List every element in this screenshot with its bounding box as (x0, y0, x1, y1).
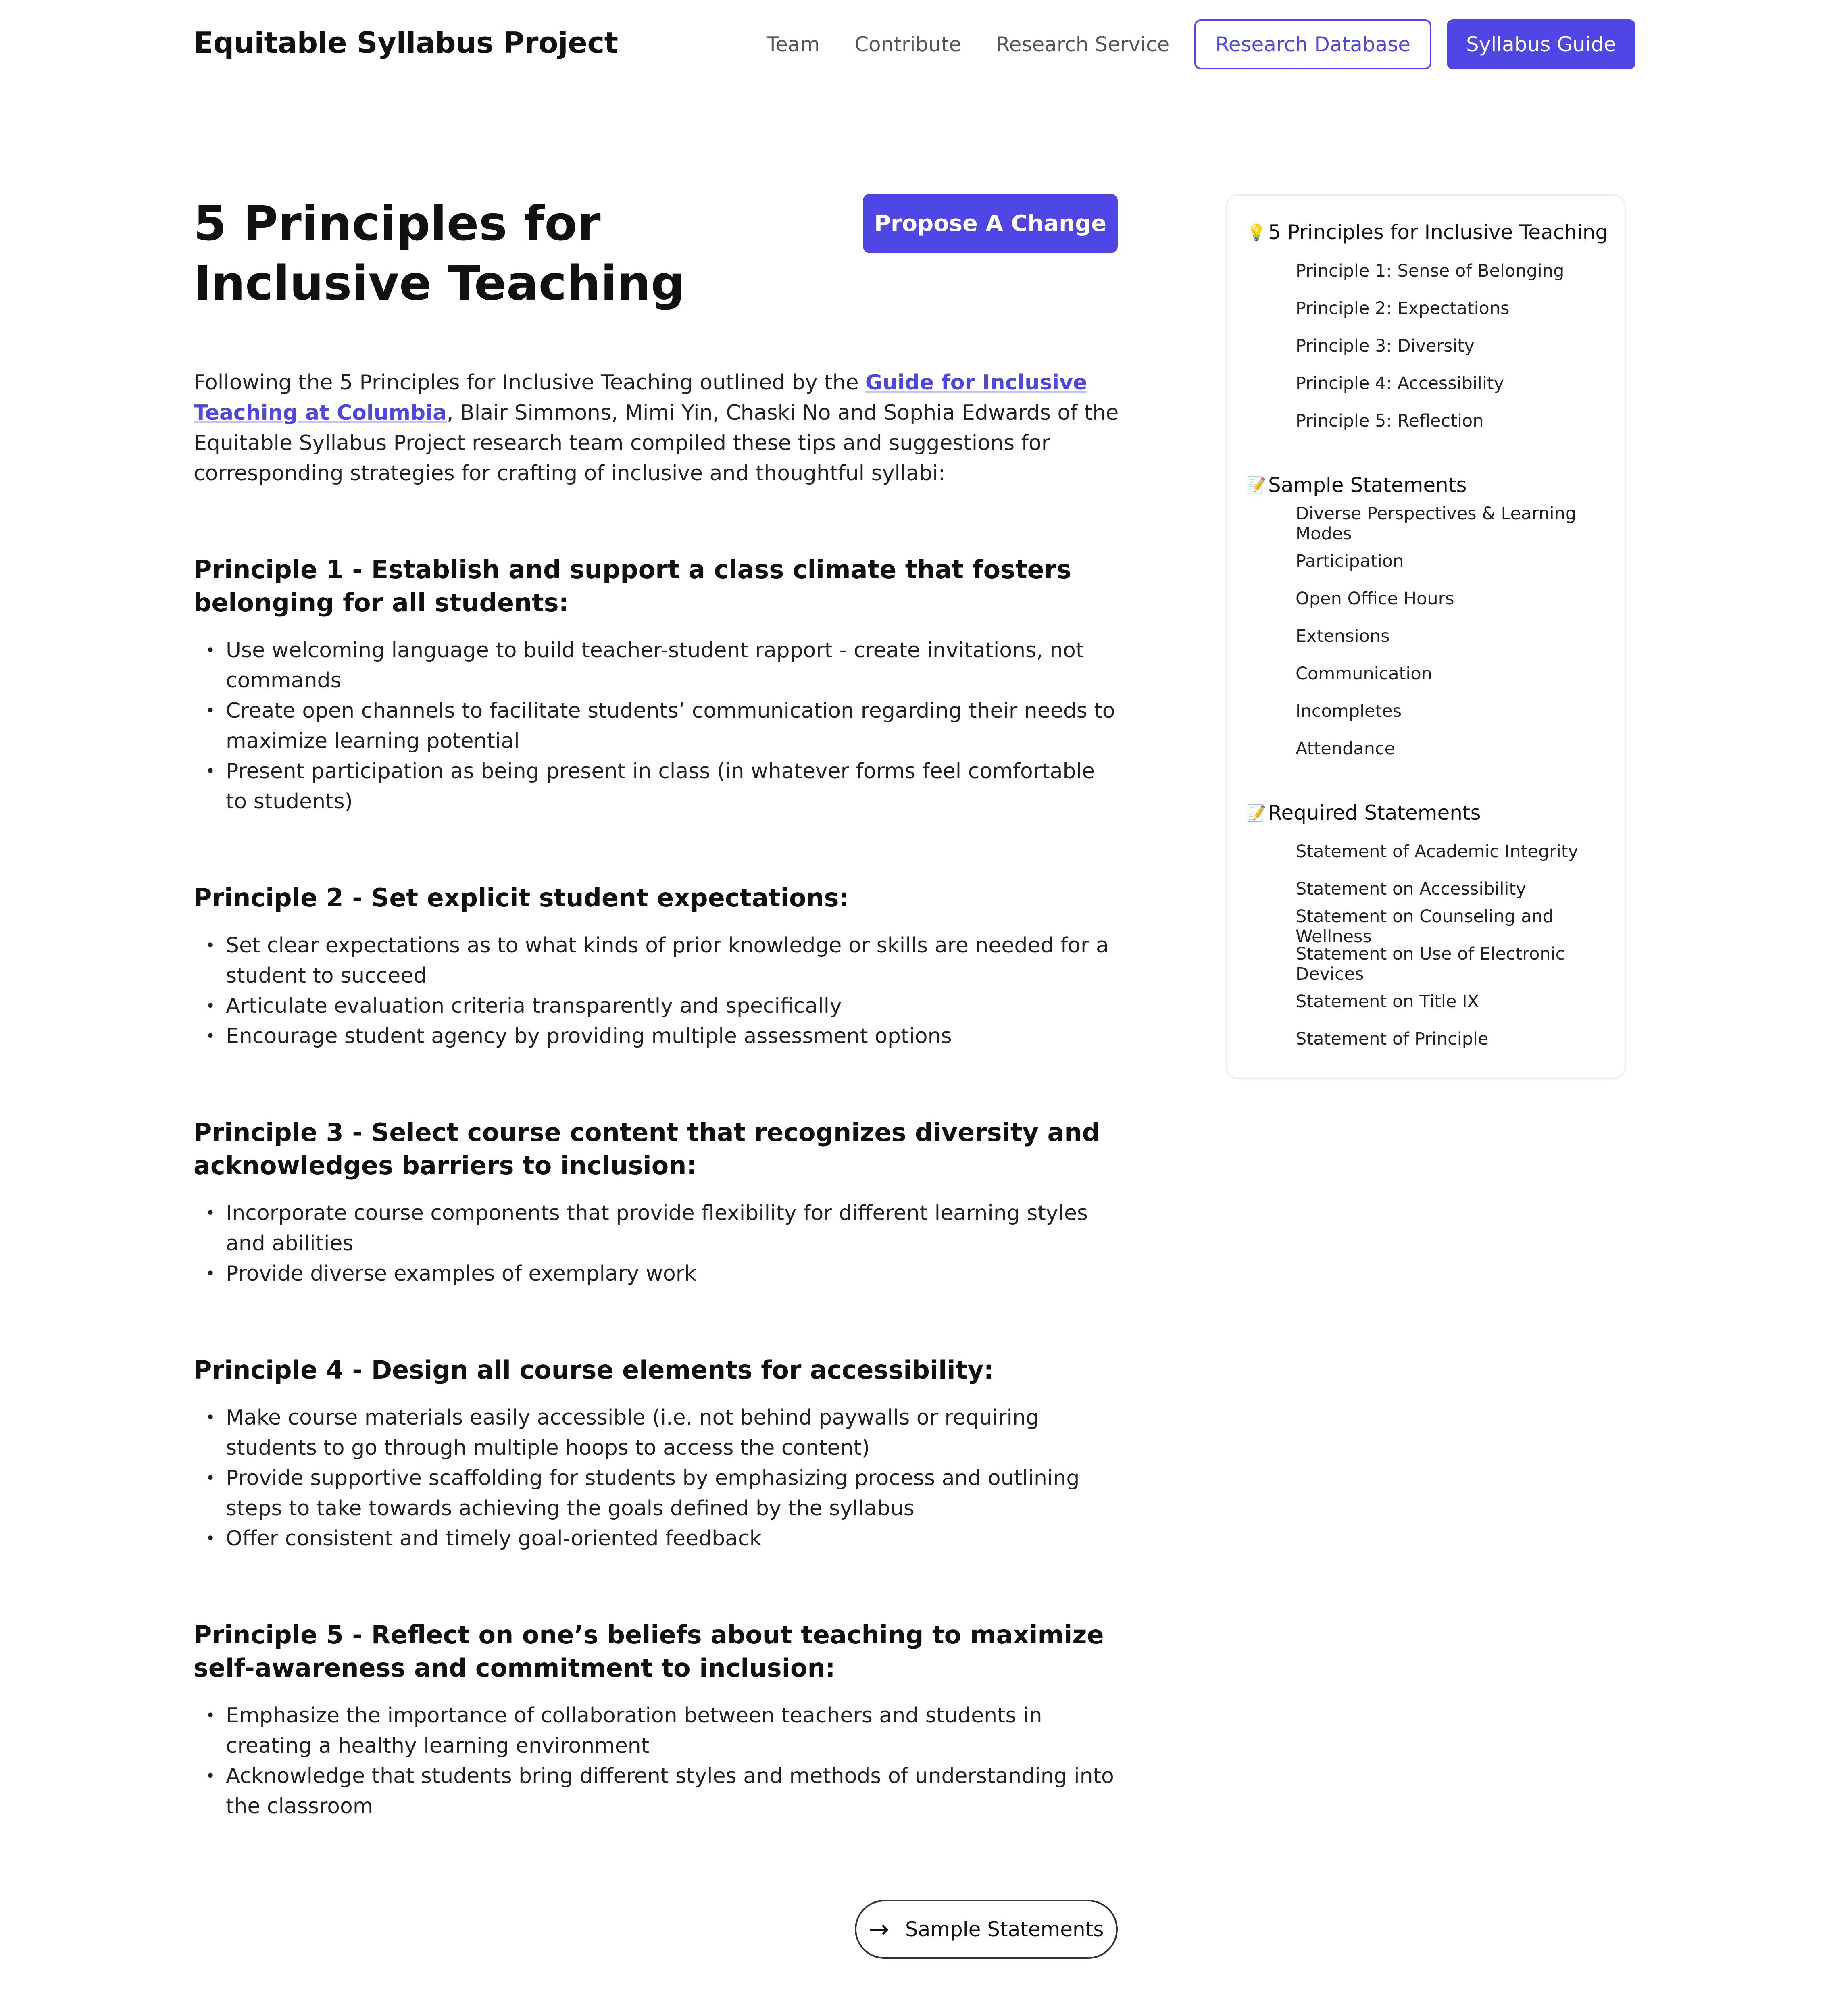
toc-item[interactable]: Open Office Hours (1296, 588, 1454, 609)
bullet-item: • Create open channels to facilitate students’ communication regarding their needs to maximize learning potential (194, 696, 1121, 756)
arrow-right-icon: → (869, 1915, 889, 1943)
toc-heading-principles[interactable] (1246, 218, 1625, 246)
toc-item[interactable]: Statement of Principle (1296, 1029, 1489, 1049)
principle-heading: Principle 2 - Set explicit student expectations: (194, 883, 849, 912)
bullet-item: • Use welcoming language to build teacher-student rapport - create invitations, not commands (194, 635, 1121, 696)
principle-5 (194, 1618, 1121, 1822)
bullet-item: • Articulate evaluation criteria transparently and specifically (194, 991, 1121, 1021)
bullet-item: • Present participation as being present in class (in whatever forms feel comfortable to students) (194, 756, 1121, 817)
toc-item[interactable]: Extensions (1296, 626, 1390, 646)
principle-3 (194, 1116, 1121, 1289)
sample-statements-next-button[interactable] (855, 1900, 1118, 1959)
toc-item[interactable]: Principle 3: Diversity (1296, 335, 1475, 356)
principle-bullets (194, 635, 1121, 817)
principle-2 (194, 881, 1121, 1052)
next-button-label: Sample Statements (905, 1918, 1104, 1941)
top-nav (732, 19, 1635, 69)
toc-item[interactable]: Statement on Counseling and Wellness (1296, 906, 1554, 947)
principle-bullets (194, 1198, 1121, 1289)
site-brand[interactable]: Equitable Syllabus Project (194, 26, 618, 60)
principle-heading: Principle 5 - Reflect on one’s beliefs about teaching to maximize self-awareness and commitment to inclusion: (194, 1620, 1104, 1683)
principle-heading: Principle 4 - Design all course elements for accessibility: (194, 1355, 994, 1385)
toc-heading-label: Required Statements (1268, 801, 1481, 825)
principle-bullets (194, 1701, 1121, 1822)
nav-research-service[interactable]: Research Service (996, 33, 1170, 56)
page-title: 5 Principles for Inclusive Teaching (194, 196, 685, 311)
toc-item[interactable]: Principle 2: Expectations (1296, 298, 1510, 319)
toc-item[interactable]: Principle 5: Reflection (1296, 410, 1484, 431)
toc-item[interactable]: Participation (1296, 551, 1404, 571)
lightbulb-icon: 💡 (1246, 223, 1267, 242)
intro-paragraph (194, 368, 1121, 489)
main-content (194, 368, 1121, 1822)
principle-1 (194, 553, 1121, 817)
bullet-item: • Incorporate course components that provide flexibility for different learning styles and abilities (194, 1198, 1121, 1259)
toc-heading-label: Sample Statements (1268, 473, 1467, 497)
guide-link[interactable]: Guide for Inclusive Teaching at Columbia (194, 371, 1087, 425)
toc-item[interactable]: Attendance (1296, 738, 1396, 759)
bullet-item: • Offer consistent and timely goal-oriented feedback (194, 1524, 1121, 1554)
principle-bullets (194, 931, 1121, 1052)
bullet-item: • Emphasize the importance of collaboration between teachers and students in creating a healthy learning environment (194, 1701, 1121, 1761)
bullet-item: • Make course materials easily accessible (i.e. not behind paywalls or requiring students to go through multiple hoops to access the content) (194, 1403, 1121, 1463)
toc-item[interactable]: Diverse Perspectives & Learning Modes (1296, 503, 1577, 544)
toc-heading-label: 5 Principles for Inclusive Teaching (1268, 221, 1608, 244)
principle-heading: Principle 3 - Select course content that recognizes diversity and acknowledges barriers to inclusion: (194, 1118, 1100, 1180)
intro-text-after: , Blair Simmons, Mimi Yin, Chaski No and Sophia Edwards of the Equitable Syllabus Project research team compiled these tips and suggestions for corresponding strategies for crafting of inclusive and thoughtful syllabi: (194, 401, 1119, 485)
toc-item[interactable]: Statement on Accessibility (1296, 879, 1526, 899)
toc-item[interactable]: Statement on Use of Electronic Devices (1296, 943, 1565, 984)
toc-item[interactable]: Principle 4: Accessibility (1296, 373, 1504, 394)
propose-change-button[interactable]: Propose A Change (863, 194, 1118, 253)
syllabus-guide-button[interactable]: Syllabus Guide (1447, 19, 1635, 69)
research-database-button[interactable]: Research Database (1194, 19, 1431, 69)
bullet-item: • Set clear expectations as to what kinds of prior knowledge or skills are needed for a student to succeed (194, 931, 1121, 991)
intro-text-before: Following the 5 Principles for Inclusive Teaching outlined by the (194, 371, 866, 395)
table-of-contents (1226, 194, 1626, 1079)
bullet-item: • Acknowledge that students bring different styles and methods of understanding into the classroom (194, 1761, 1121, 1822)
memo-icon: 📝 (1246, 476, 1267, 495)
toc-heading-required-statements[interactable] (1246, 799, 1625, 827)
toc-item[interactable]: Incompletes (1296, 701, 1402, 721)
nav-team[interactable]: Team (766, 33, 820, 56)
nav-contribute[interactable]: Contribute (854, 33, 962, 56)
principle-heading: Principle 1 - Establish and support a class climate that fosters belonging for all students: (194, 555, 1072, 617)
toc-item[interactable]: Statement on Title IX (1296, 991, 1479, 1012)
toc-item[interactable]: Statement of Academic Integrity (1296, 841, 1579, 862)
principle-4 (194, 1354, 1121, 1554)
bullet-item: • Provide supportive scaffolding for students by emphasizing process and outlining steps to take towards achieving the goals defined by the syllabus (194, 1463, 1121, 1524)
toc-item[interactable]: Principle 1: Sense of Belonging (1296, 260, 1564, 281)
bullet-item: • Provide diverse examples of exemplary work (194, 1259, 1121, 1289)
toc-heading-sample-statements[interactable] (1246, 471, 1625, 499)
toc-item[interactable]: Communication (1296, 663, 1432, 684)
bullet-item: • Encourage student agency by providing multiple assessment options (194, 1021, 1121, 1052)
principle-bullets (194, 1403, 1121, 1554)
memo-icon: 📝 (1246, 804, 1267, 823)
